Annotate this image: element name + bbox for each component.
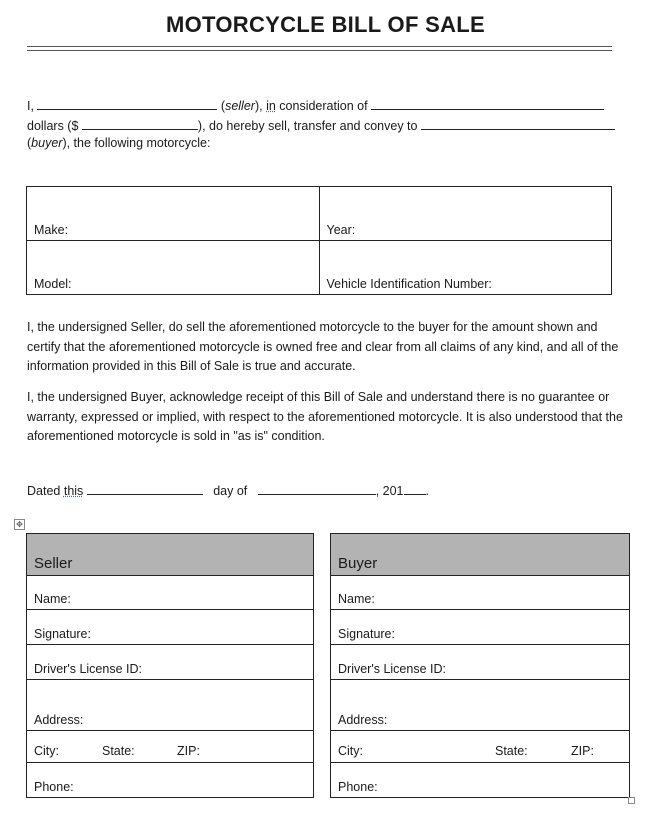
seller-name-blank[interactable] — [37, 97, 217, 110]
dated-end: . — [425, 484, 429, 498]
buyer-header-row — [331, 534, 630, 576]
vehicle-row-2 — [27, 241, 612, 295]
consideration-text: consideration of — [279, 99, 368, 113]
month-blank[interactable] — [258, 482, 376, 495]
in-word: in — [266, 99, 276, 113]
seller-city-label: City: — [34, 744, 59, 758]
seller-heading: Seller — [27, 534, 314, 576]
buyer-name-field[interactable]: Name: — [331, 576, 630, 610]
table-move-handle-icon[interactable]: ✥ — [14, 519, 25, 530]
buyer-city-state-zip-field[interactable] — [331, 731, 630, 763]
seller-license-field[interactable]: Driver's License ID: — [27, 645, 314, 680]
buyer-heading: Buyer — [331, 534, 630, 576]
title-rule-bottom — [27, 50, 612, 51]
title-rule-top — [27, 46, 612, 47]
this-word: this — [63, 484, 84, 498]
dated-prefix: Dated — [27, 484, 61, 498]
seller-state-label: State: — [102, 744, 135, 758]
intro-line-1: I, (seller), in consideration of — [27, 97, 604, 113]
year-prefix: , 201 — [375, 484, 404, 498]
buyer-zip-label: ZIP: — [571, 744, 594, 758]
buyer-phone-field[interactable]: Phone: — [331, 763, 630, 798]
intro-line-2 — [27, 117, 615, 133]
vehicle-row-1 — [27, 187, 612, 241]
buyer-license-field[interactable]: Driver's License ID: — [331, 645, 630, 680]
intro-line-3: (buyer), the following motorcycle: — [27, 136, 211, 150]
seller-city-state-zip-field[interactable] — [27, 731, 314, 763]
convey-text: ), do hereby sell, transfer and convey to — [197, 119, 418, 133]
buyer-acknowledgement-paragraph: I, the undersigned Buyer, acknowledge receipt of this Bill of Sale and understand there is no guarantee or warranty, expressed or implied, with respect to the aforementioned motorcycle. It is also understood that the aforementioned motorcycle is sold in "as is" condition. — [27, 390, 623, 444]
seller-certification-paragraph: I, the undersigned Seller, do sell the aforementioned motorcycle to the buyer for the amount shown and certify that the aforementioned motorcycle is owned free and clear from all claims of any kind, and all of the information provided in this Bill of Sale is true and accurate. — [27, 320, 619, 374]
seller-table — [26, 533, 314, 798]
buyer-city-label: City: — [338, 744, 363, 758]
seller-phone-field[interactable]: Phone: — [27, 763, 314, 798]
following-motorcycle-text: ), the following motorcycle: — [62, 136, 211, 150]
make-field[interactable]: Make: — [27, 187, 320, 241]
buyer-state-label: State: — [495, 744, 528, 758]
seller-term: seller — [225, 99, 255, 113]
buyer-table — [330, 533, 630, 798]
intro-prefix: I, — [27, 99, 34, 113]
dated-line — [27, 482, 429, 498]
vehicle-info-table — [26, 186, 612, 295]
year-blank[interactable] — [404, 482, 426, 495]
buyer-address-field[interactable]: Address: — [331, 680, 630, 731]
consideration-amount-blank[interactable] — [371, 97, 604, 110]
day-of-text: day of — [213, 484, 248, 498]
year-field[interactable]: Year: — [319, 187, 612, 241]
day-blank[interactable] — [87, 482, 203, 495]
intro-punct: ), — [254, 99, 263, 113]
buyer-name-blank[interactable] — [421, 117, 615, 130]
seller-name-field[interactable]: Name: — [27, 576, 314, 610]
document-title: MOTORCYCLE BILL OF SALE — [166, 12, 485, 37]
dollar-amount-blank[interactable] — [82, 117, 198, 130]
seller-signature-field[interactable]: Signature: — [27, 610, 314, 645]
seller-header-row — [27, 534, 314, 576]
seller-zip-label: ZIP: — [177, 744, 200, 758]
dollars-prefix: dollars ($ — [27, 119, 79, 133]
model-field[interactable]: Model: — [27, 241, 320, 295]
seller-address-field[interactable]: Address: — [27, 680, 314, 731]
table-resize-handle-icon[interactable] — [628, 797, 635, 804]
buyer-term: buyer — [31, 136, 63, 150]
buyer-signature-field[interactable]: Signature: — [331, 610, 630, 645]
vin-field[interactable]: Vehicle Identification Number: — [319, 241, 612, 295]
